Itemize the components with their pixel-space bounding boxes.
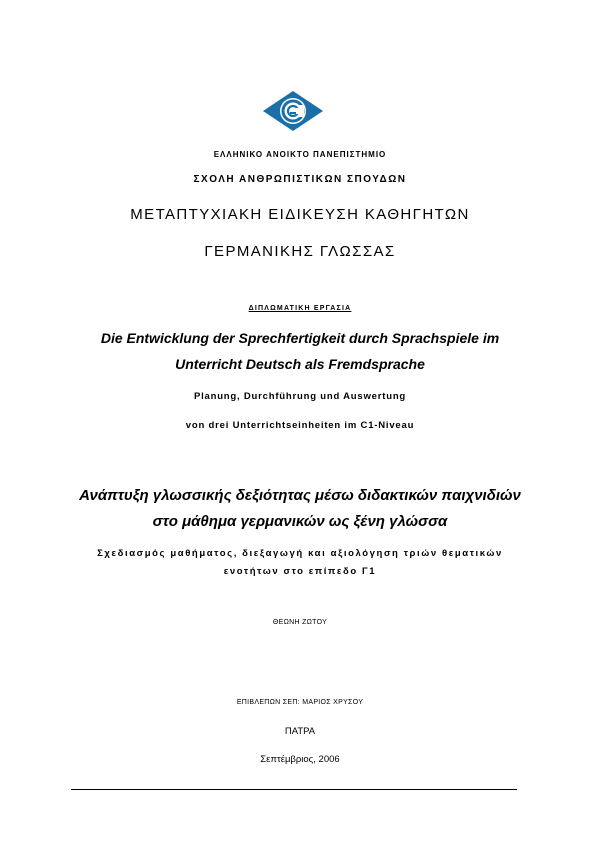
greek-title-line-2: στο μάθημα γερμανικών ως ξένη γλώσσα (152, 513, 448, 530)
school-name: ΣΧΟΛΗ ΑΝΘΡΩΠΙΣΤΙΚΩΝ ΣΠΟΥΔΩΝ (193, 174, 407, 185)
university-emblem-icon (262, 90, 324, 132)
program-name: ΜΕΤΑΠΤΥΧΙΑΚΗ ΕΙΔΙΚΕΥΣΗ ΚΑΘΗΓΗΤΩΝ (130, 206, 470, 223)
german-subtitle-line-1: Planung, Durchführung und Auswertung (193, 391, 407, 402)
university-name: ΕΛΛΗΝΙΚΟ ΑΝΟΙΚΤΟ ΠΑΝΕΠΙΣΤΗΜΙΟ (213, 150, 387, 159)
greek-subtitle-line-1: Σχεδιασμός μαθήματος, διεξαγωγή και αξιολόγηση τριών θεματικών (97, 548, 503, 559)
author-name: ΘΕΩΝΗ ΖΩΤΟΥ (272, 619, 328, 626)
greek-subtitle-line-2: ενοτήτων στο επίπεδο Γ1 (223, 566, 377, 577)
subject-name: ΓΕΡΜΑΝΙΚΗΣ ΓΛΩΣΣΑΣ (204, 243, 396, 260)
footer-divider (71, 789, 517, 790)
german-title-line-1: Die Entwicklung der Sprechfertigkeit durch Sprachspiele im (100, 330, 500, 346)
date: Σεπτέμβριος, 2006 (260, 754, 340, 765)
supervisor-name: ΕΠΙΒΛΕΠΩΝ ΣΕΠ: ΜΑΡΙΟΣ ΧΡΥΣΟΥ (236, 699, 364, 706)
german-subtitle-line-2: von drei Unterrichtseinheiten im C1-Niveau (185, 420, 415, 431)
greek-title-line-1: Ανάπτυξη γλωσσικής δεξιότητας μέσω διδακτικών παιχνιδιών (79, 487, 521, 504)
city: ΠΑΤΡΑ (284, 726, 316, 737)
thesis-type: ΔΙΠΛΩΜΑΤΙΚΗ ΕΡΓΑΣΙΑ (248, 305, 352, 312)
german-title-line-2: Unterricht Deutsch als Fremdsprache (175, 356, 425, 372)
